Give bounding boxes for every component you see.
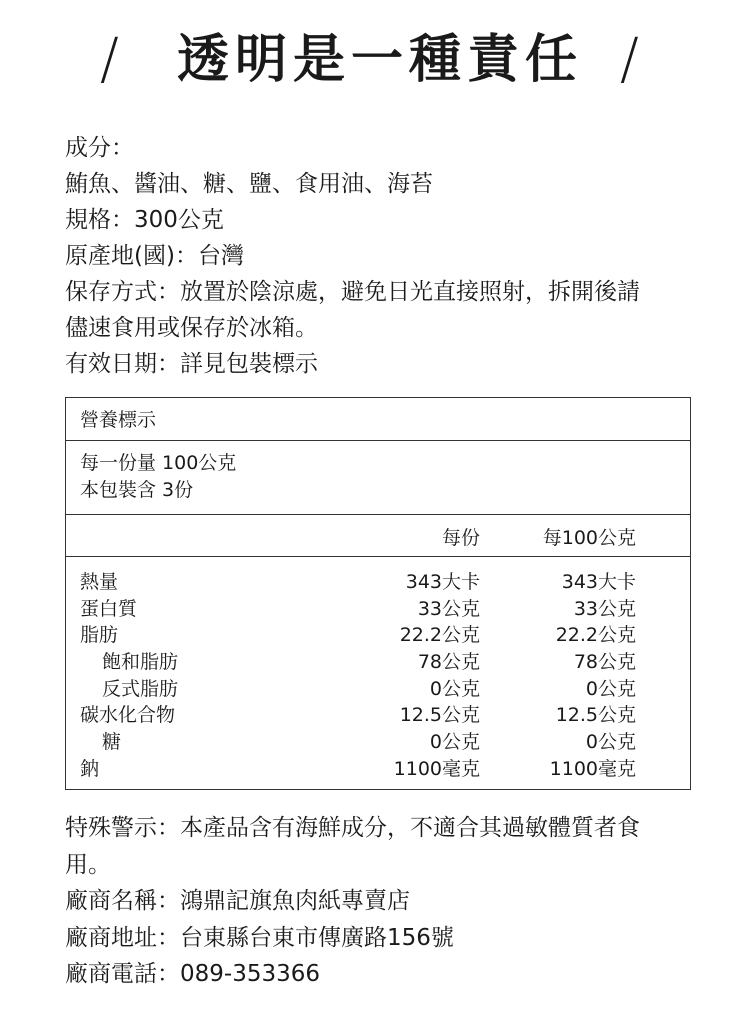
table-row (66, 676, 690, 703)
table-row (66, 622, 690, 649)
nutrient-name: 反式脂肪 (102, 677, 179, 700)
per-100g-value: 12.5公克 (555, 704, 636, 727)
storage-line-1: 保存方式：放置於陰涼處，避免日光直接照射，拆開後請 (65, 279, 640, 305)
banner-title: 透明是一種責任 (176, 29, 583, 90)
nutrient-name: 碳水化合物 (80, 704, 176, 727)
servings-per-package: 本包裝含 3份 (80, 479, 194, 501)
right-slash: / (620, 27, 639, 92)
table-row (66, 756, 690, 783)
per-100g-value: 0公克 (585, 677, 636, 700)
per-serving-value: 0公克 (429, 731, 480, 754)
serving-size: 每一份量 100公克 (80, 452, 237, 474)
per-serving-value: 33公克 (417, 597, 480, 620)
nutrition-table (65, 397, 691, 790)
product-info (65, 130, 695, 382)
per-100g-value: 33公克 (573, 597, 636, 620)
maker-name: 廠商名稱：鴻鼎記旗魚肉紙專賣店 (65, 888, 410, 914)
nutrient-name: 飽和脂肪 (102, 651, 179, 674)
nutrition-column-headers (66, 515, 690, 557)
left-slash: / (100, 27, 119, 92)
nutrient-name: 熱量 (80, 571, 119, 593)
per-serving-value: 343大卡 (405, 571, 480, 593)
ingredients-list: 鮪魚、醬油、糖、鹽、食用油、海苔 (65, 171, 433, 197)
serving-info (66, 441, 690, 515)
per-serving-value: 1100毫克 (393, 757, 480, 780)
table-row (66, 702, 690, 729)
per-100g-value: 0公克 (585, 731, 636, 754)
maker-address: 廠商地址：台東縣台東市傳廣路156號 (65, 924, 454, 951)
table-row (66, 649, 690, 676)
col-per-serving: 每份 (441, 527, 480, 549)
per-100g-value: 1100毫克 (549, 757, 636, 780)
maker-phone: 廠商電話：089-353366 (65, 961, 320, 987)
header (0, 22, 750, 102)
nutrient-name: 糖 (102, 731, 122, 754)
nutrition-rows (66, 557, 690, 783)
per-100g-value: 343大卡 (561, 571, 636, 593)
ingredients-label: 成分： (65, 135, 134, 161)
warning-line-2: 用。 (65, 851, 111, 878)
per-serving-value: 12.5公克 (399, 704, 480, 727)
expiry-line: 有效日期：詳見包裝標示 (65, 351, 318, 377)
footer-info (65, 810, 695, 993)
per-100g-value: 78公克 (573, 651, 636, 674)
origin-line: 原產地(國)：台灣 (65, 243, 244, 269)
per-100g-value: 22.2公克 (555, 624, 636, 647)
per-serving-value: 22.2公克 (399, 624, 480, 647)
col-per-100g: 每100公克 (542, 527, 636, 549)
spec-line: 規格：300公克 (65, 207, 224, 233)
table-row (66, 729, 690, 756)
table-row (66, 596, 690, 623)
per-serving-value: 0公克 (429, 677, 480, 700)
storage-line-2: 儘速食用或保存於冰箱。 (65, 315, 318, 341)
table-row (66, 569, 690, 596)
per-serving-value: 78公克 (417, 651, 480, 674)
nutrient-name: 脂肪 (80, 624, 119, 647)
nutrient-name: 蛋白質 (80, 597, 138, 620)
warning-line-1: 特殊警示：本產品含有海鮮成分，不適合其過敏體質者食 (65, 815, 640, 841)
nutrition-title: 營養標示 (66, 398, 690, 441)
nutrient-name: 鈉 (80, 757, 100, 780)
